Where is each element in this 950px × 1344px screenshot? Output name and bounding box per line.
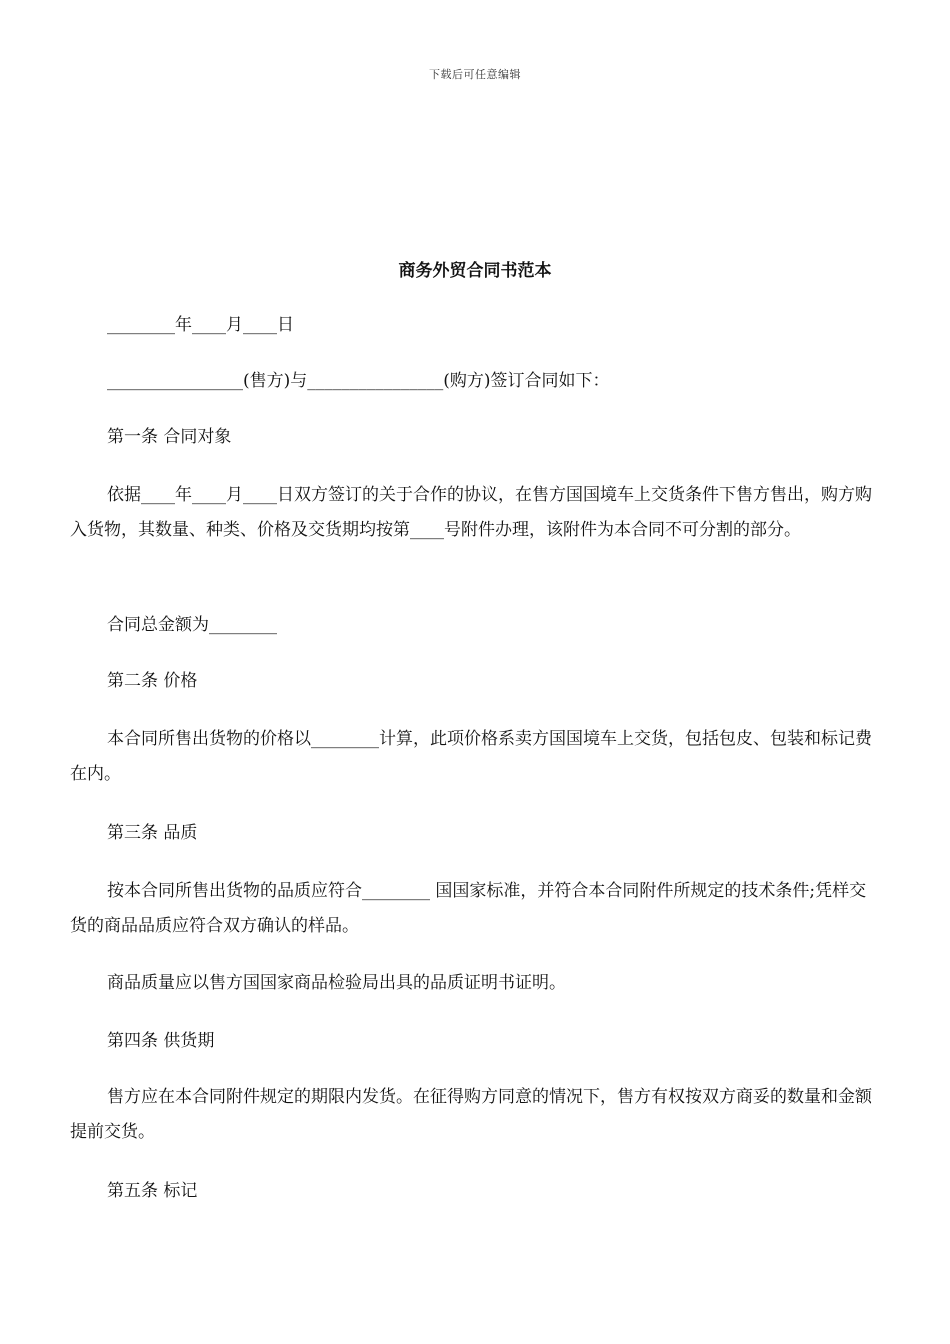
article-1-body: 依据____年____月____日双方签订的关于合作的协议，在售方国国境车上交货条件下售方售出，购方购入货物，其数量、种类、价格及交货期均按第____号附件办理，该附件为本合同不可分割的部分。 [70, 485, 872, 540]
article-4-heading: 第四条 供货期 [107, 1031, 215, 1051]
article-2-heading: 第二条 价格 [107, 671, 198, 691]
parties-line: ________________(售方)与________________(购方)签订合同如下： [107, 371, 610, 391]
article-3-body: 按本合同所售出货物的品质应符合________ 国国家标准，并符合本合同附件所规定的技术条件;凭样交货的商品品质应符合双方确认的样品。 [70, 881, 867, 936]
article-3-quality-proof: 商品质量应以售方国国家商品检验局出具的品质证明书证明。 [107, 973, 566, 993]
contract-total-line: 合同总金额为________ [107, 615, 277, 635]
article-2-body: 本合同所售出货物的价格以________计算，此项价格系卖方国国境车上交货，包括包皮、包装和标记费在内。 [70, 729, 872, 784]
article-4-body: 售方应在本合同附件规定的期限内发货。在征得购方同意的情况下，售方有权按双方商妥的数量和金额提前交货。 [70, 1087, 872, 1142]
header-note: 下载后可任意编辑 [429, 68, 521, 81]
date-line: ________年____月____日 [107, 315, 294, 335]
article-1-heading: 第一条 合同对象 [107, 427, 232, 447]
document-title: 商务外贸合同书范本 [398, 261, 552, 281]
article-5-heading: 第五条 标记 [107, 1181, 198, 1201]
article-3-heading: 第三条 品质 [107, 823, 198, 843]
